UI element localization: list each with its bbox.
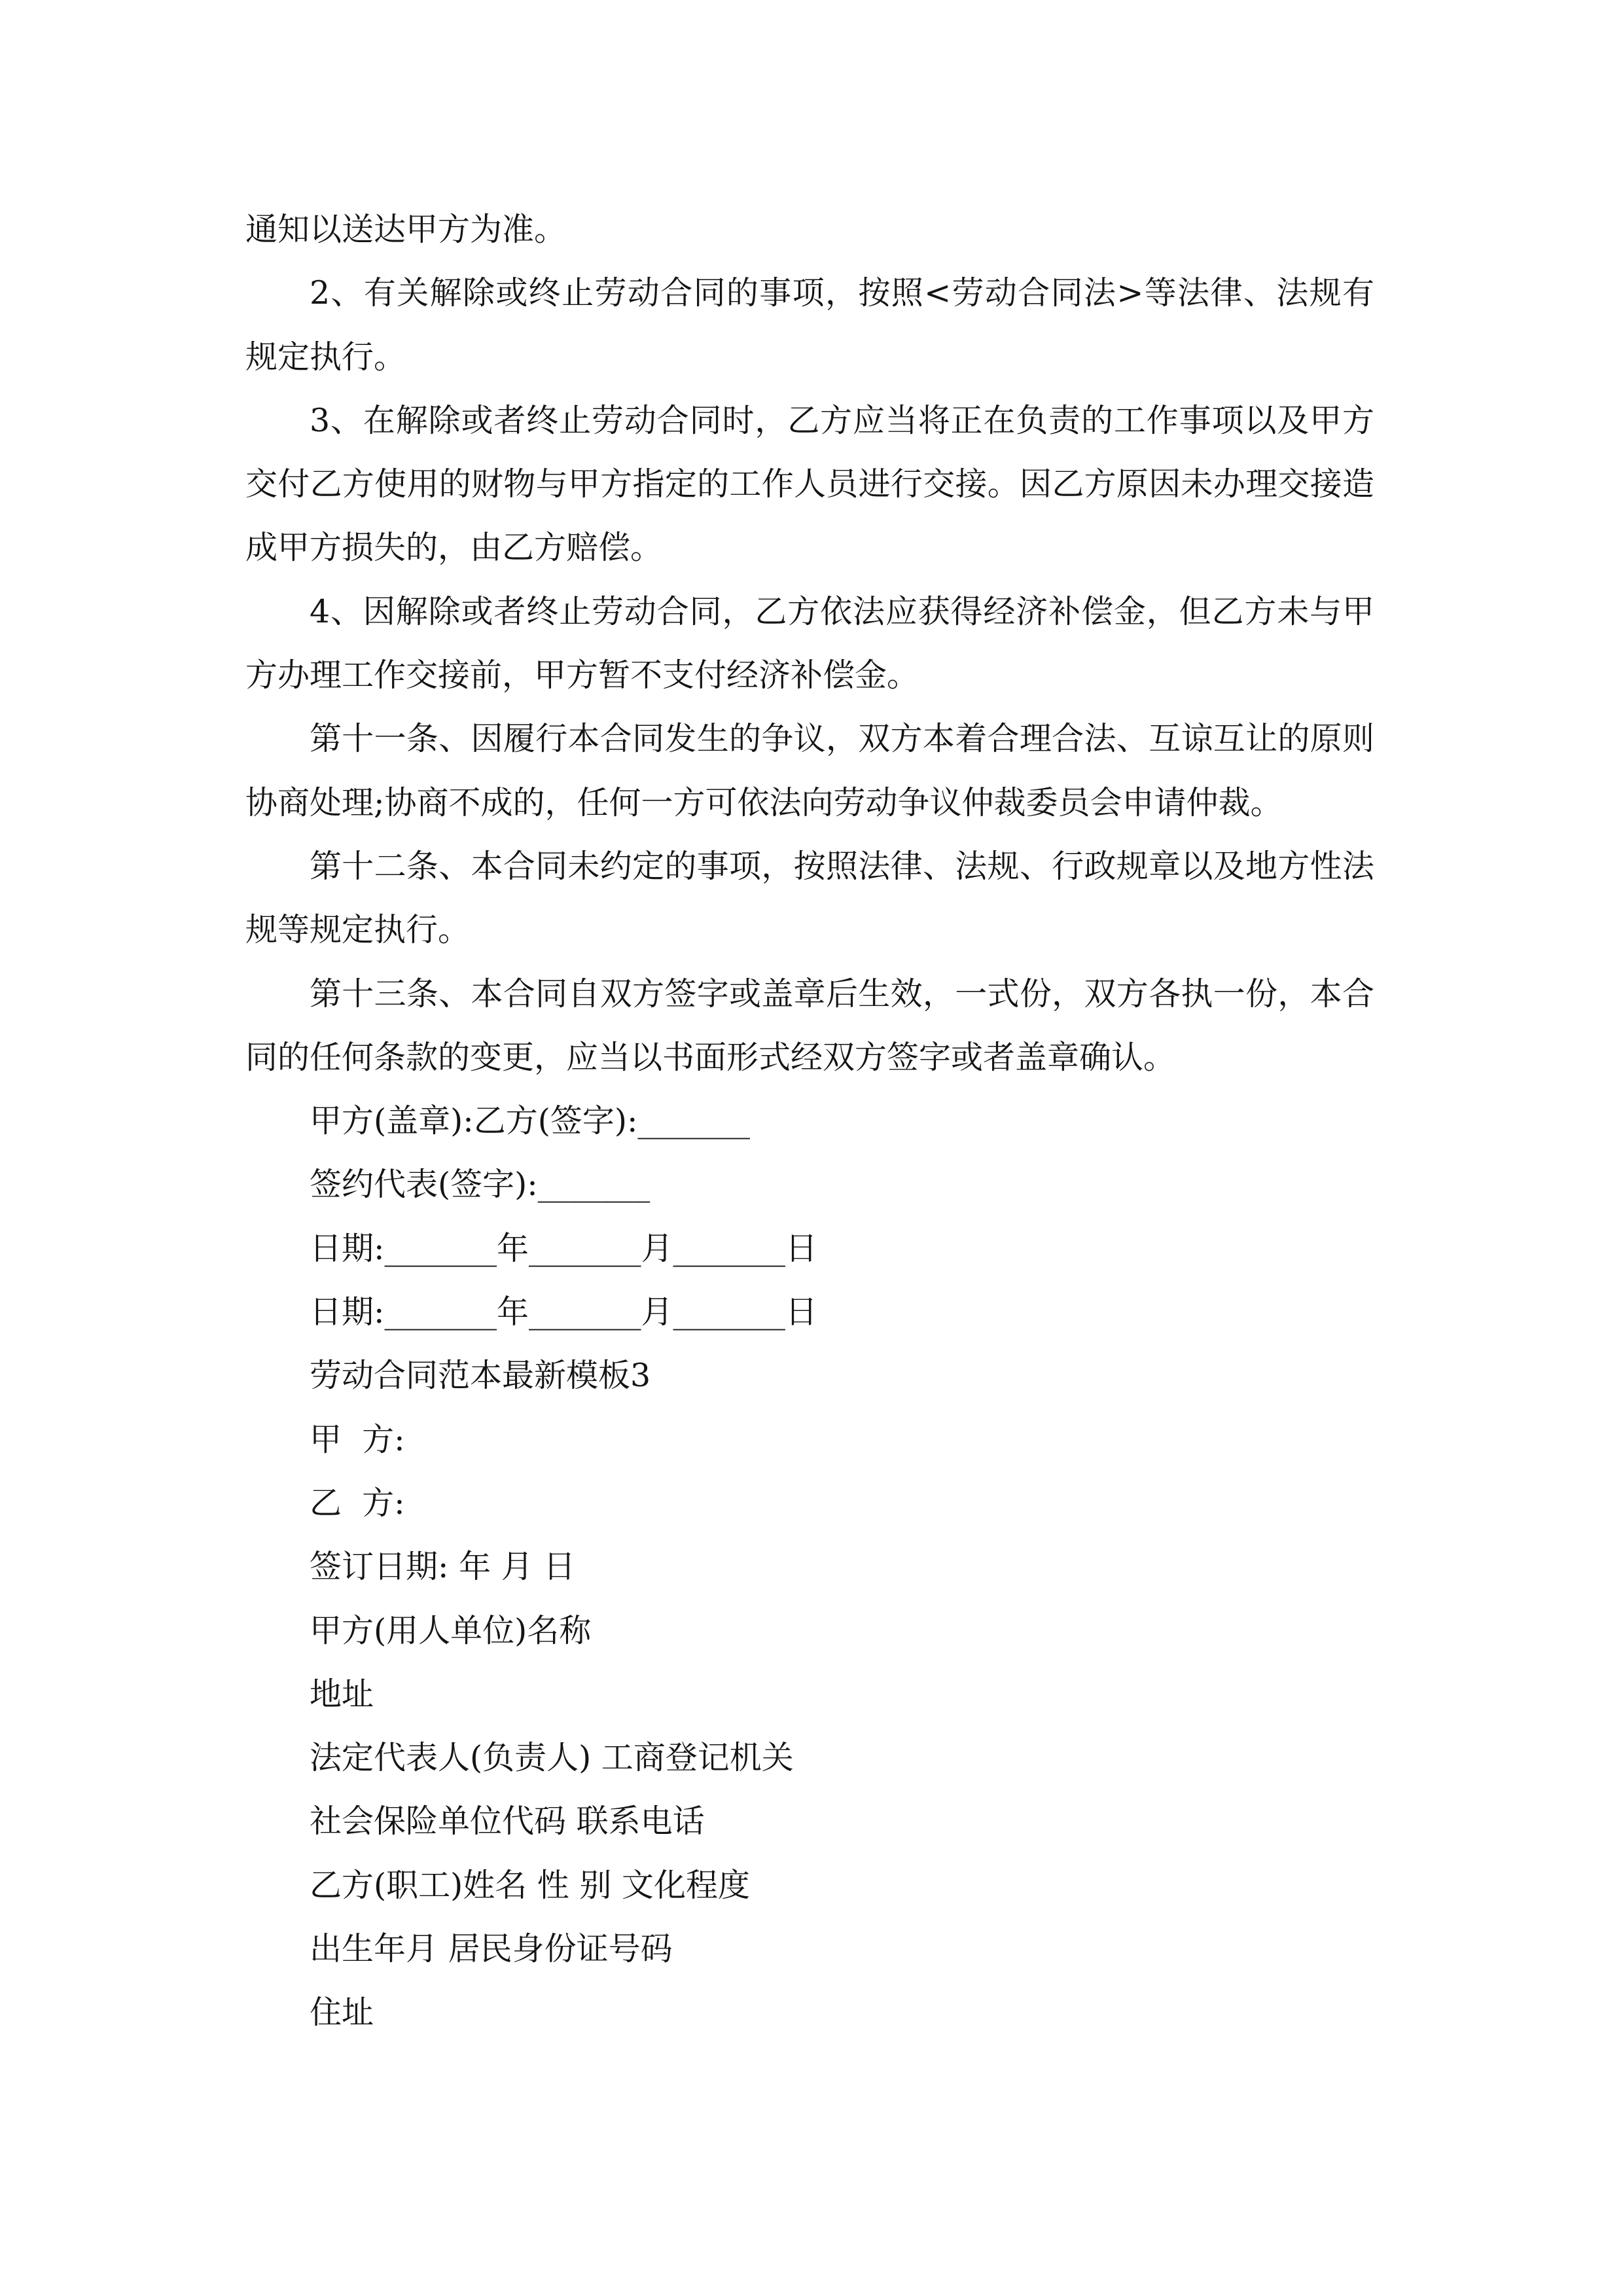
representative-signature-line: 签约代表(签字):_______ <box>310 1166 651 1204</box>
social-insurance-code-field: 社会保险单位代码 联系电话 <box>310 1803 705 1840</box>
residence-address-field: 住址 <box>310 1994 374 2032</box>
paragraph-line: 同的任何条款的变更，应当以书面形式经双方签字或者盖章确认。 <box>245 1038 1176 1076</box>
document-body <box>245 198 1374 2045</box>
paragraph-line: 成甲方损失的，由乙方赔偿。 <box>245 529 663 567</box>
party-b-label: 乙 方: <box>310 1484 405 1522</box>
party-a-label: 甲 方: <box>310 1420 405 1458</box>
signature-block <box>245 1089 1374 1344</box>
paragraph-line: 4、因解除或者终止劳动合同，乙方依法应获得经济补偿金，但乙方未与甲 <box>310 592 1374 630</box>
template-3-section <box>245 1344 1374 2044</box>
party-signature-line: 甲方(盖章):乙方(签字):_______ <box>310 1102 750 1140</box>
paragraph-line: 第十一条、因履行本合同发生的争议，双方本着合理合法、互谅互让的原则 <box>310 720 1374 758</box>
article-13 <box>245 962 1374 1090</box>
paragraph-line: 2、有关解除或终止劳动合同的事项，按照<劳动合同法>等法律、法规有 <box>310 274 1374 312</box>
clause-4 <box>245 580 1374 708</box>
paragraph-line: 协商处理;协商不成的，任何一方可依法向劳动争议仲裁委员会申请仲裁。 <box>245 783 1283 821</box>
paragraph-line: 规等规定执行。 <box>245 911 471 949</box>
paragraph-line: 交付乙方使用的财物与甲方指定的工作人员进行交接。因乙方原因未办理交接造 <box>245 465 1374 503</box>
article-11 <box>245 707 1374 834</box>
template-title: 劳动合同范本最新模板3 <box>310 1357 651 1395</box>
clause-3 <box>245 389 1374 580</box>
paragraph-line: 第十三条、本合同自双方签字或盖章后生效，一式份，双方各执一份，本合 <box>310 975 1374 1013</box>
employer-name-field: 甲方(用人单位)名称 <box>310 1611 592 1649</box>
paragraph-line: 通知以送达甲方为准。 <box>245 211 567 248</box>
address-field: 地址 <box>310 1675 374 1713</box>
legal-representative-field: 法定代表人(负责人) 工商登记机关 <box>310 1739 794 1777</box>
clause-2 <box>245 261 1374 389</box>
birth-id-field: 出生年月 居民身份证号码 <box>310 1930 673 1968</box>
date-line: 日期:_______年_______月_______日 <box>310 1293 818 1331</box>
signing-date-line: 签订日期: 年 月 日 <box>310 1548 576 1586</box>
paragraph-continuation <box>245 198 1374 261</box>
paragraph-line: 第十二条、本合同未约定的事项，按照法律、法规、行政规章以及地方性法 <box>310 847 1374 885</box>
paragraph-line: 3、在解除或者终止劳动合同时，乙方应当将正在负责的工作事项以及甲方 <box>310 401 1374 439</box>
paragraph-line: 方办理工作交接前，甲方暂不支付经济补偿金。 <box>245 656 919 694</box>
date-line: 日期:_______年_______月_______日 <box>310 1229 818 1267</box>
paragraph-line: 规定执行。 <box>245 338 406 376</box>
employee-name-field: 乙方(职工)姓名 性 别 文化程度 <box>310 1866 750 1904</box>
article-12 <box>245 834 1374 962</box>
